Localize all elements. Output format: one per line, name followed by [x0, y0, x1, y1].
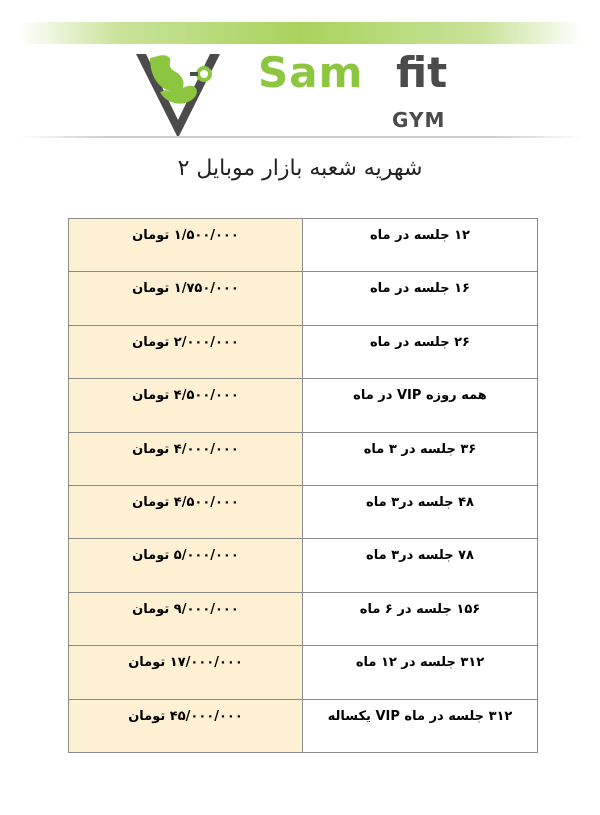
table-row — [69, 485, 538, 538]
header-divider — [18, 136, 583, 138]
plan-cell: ۷۸ جلسه در۳ ماه — [303, 539, 538, 592]
table-row — [69, 592, 538, 645]
price-table — [68, 218, 538, 753]
price-cell: ۱/۵۰۰/۰۰۰ تومان — [69, 219, 303, 272]
table-row — [69, 379, 538, 432]
table-row — [69, 699, 538, 752]
price-cell: ۱۷/۰۰۰/۰۰۰ تومان — [69, 646, 303, 699]
table-row — [69, 219, 538, 272]
price-cell: ۵/۰۰۰/۰۰۰ تومان — [69, 539, 303, 592]
price-cell: ۴/۵۰۰/۰۰۰ تومان — [69, 485, 303, 538]
plan-cell: ۱۵۶ جلسه در ۶ ماه — [303, 592, 538, 645]
price-cell: ۴/۵۰۰/۰۰۰ تومان — [69, 379, 303, 432]
samfit-logo-icon — [130, 48, 226, 144]
plan-cell: ۴۸ جلسه در۳ ماه — [303, 485, 538, 538]
plan-cell: ۲۶ جلسه در ماه — [303, 325, 538, 378]
plan-cell: ۱۶ جلسه در ماه — [303, 272, 538, 325]
plan-cell: همه روزه VIP در ماه — [303, 379, 538, 432]
table-row — [69, 325, 538, 378]
header-gradient-bar — [18, 22, 583, 44]
price-cell: ۱/۷۵۰/۰۰۰ تومان — [69, 272, 303, 325]
table-row — [69, 646, 538, 699]
plan-cell: ۳۱۲ جلسه در ۱۲ ماه — [303, 646, 538, 699]
price-cell: ۴/۰۰۰/۰۰۰ تومان — [69, 432, 303, 485]
price-cell: ۲/۰۰۰/۰۰۰ تومان — [69, 325, 303, 378]
price-cell: ۴۵/۰۰۰/۰۰۰ تومان — [69, 699, 303, 752]
page-title: شهریه شعبه بازار موبایل ۲ — [177, 156, 423, 181]
price-cell: ۹/۰۰۰/۰۰۰ تومان — [69, 592, 303, 645]
brand-name-sam: Sam — [258, 48, 364, 97]
brand-name-fit: fit — [396, 48, 448, 97]
brand-name-gym: GYM — [392, 108, 446, 132]
table-row — [69, 272, 538, 325]
plan-cell: ۳۶ جلسه در ۳ ماه — [303, 432, 538, 485]
plan-cell: ۳۱۲ جلسه در ماه VIP یکساله — [303, 699, 538, 752]
table-row — [69, 539, 538, 592]
table-row — [69, 432, 538, 485]
plan-cell: ۱۲ جلسه در ماه — [303, 219, 538, 272]
